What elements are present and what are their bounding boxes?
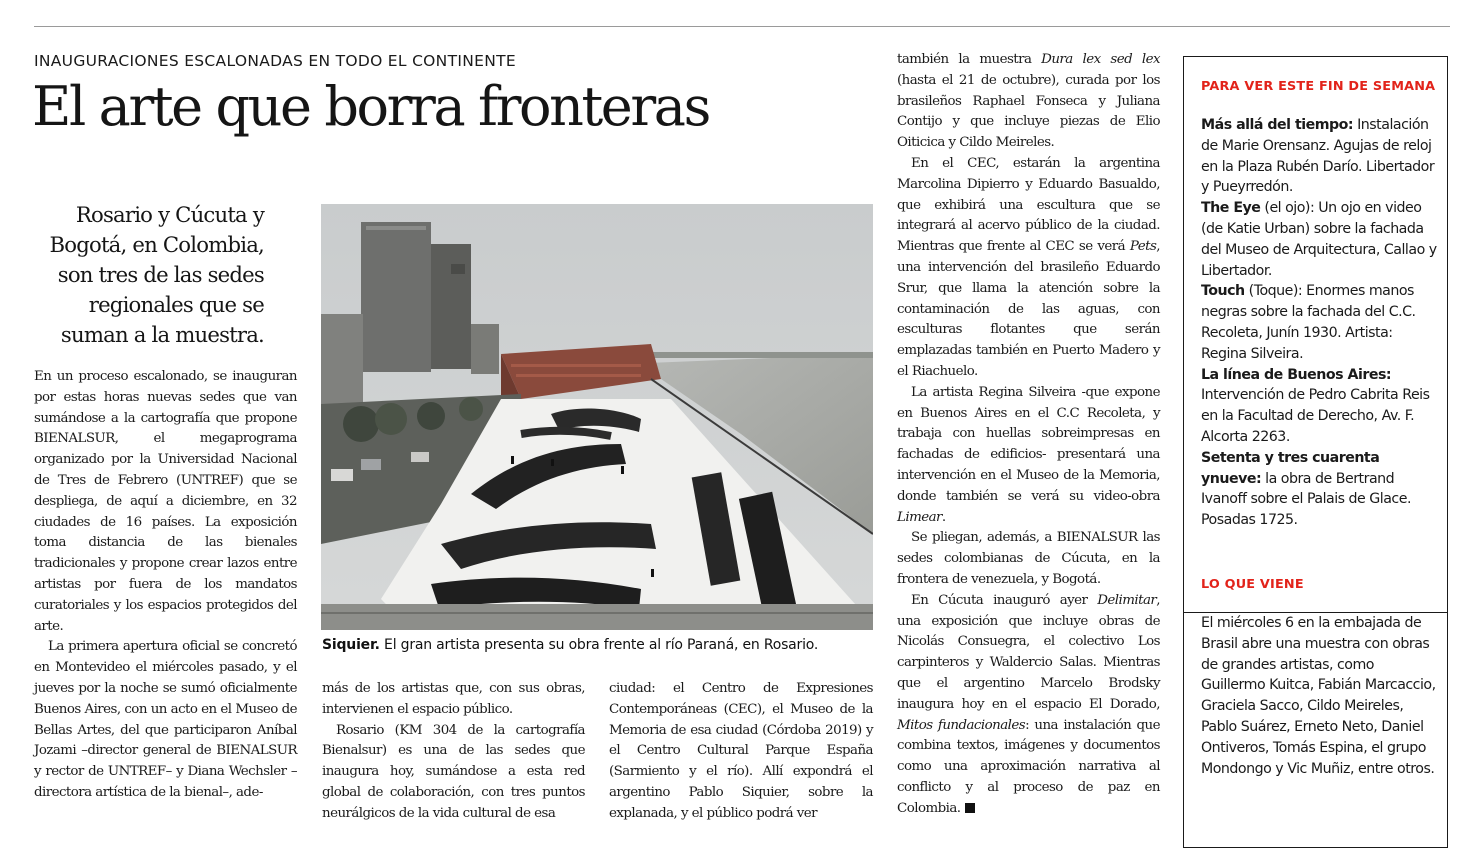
col4-paragraph-2: En el CEC, estarán la argentina Marcolina Dipierro y Eduardo Basualdo, que exhibirá una escultura que se integrará al acervo público de la ciudad. Mientras que frente al CEC se verá Pets, una intervención del brasileño Eduardo Srur, que llama la atención sobre la contaminación de las aguas, con esculturas flotantes que serán emplazadas también en Puerto Madero y el Riachuelo. xyxy=(897,155,1160,379)
sidebar-item: Setenta y tres cuarenta ynueve: la obra de Bertrand Ivanoff sobre el Palais de Glace. Posadas 1725. xyxy=(1201,449,1411,529)
col2-paragraph-2: Rosario (KM 304 de la cartografía Bienalsur) es una de las sedes que inaugura hoy, sumándose a esta red global de colaboración, con tres puntos neurálgicos de la vida cultural de esa xyxy=(322,722,585,821)
sidebar-heading-upcoming: LO QUE VIENE xyxy=(1201,577,1304,592)
sidebar-item: Más allá del tiempo: Instalación de Marie Orensanz. Agujas de reloj en la Plaza Rubén Darío. Libertador y Pueyrredón. xyxy=(1201,117,1435,196)
col1-paragraph-2: La primera apertura oficial se concretó en Montevideo el miércoles pasado, y el jueves por la noche se sumó oficialmente Buenos Aires, con un acto en el Museo de Bellas Artes, del que participaron Aníbal Jozami –director general de BIENALSUR y rector de UNTREF– y Diana Wechsler –directora artística de la bienal–, ade- xyxy=(34,639,297,800)
col4-paragraph-1: también la muestra Dura lex sed lex (hasta el 21 de octubre), curada por los brasileños Raphael Fonseca y Juliana Contijo y que incluye piezas de Elio Oiticica y Cildo Meireles. xyxy=(897,52,1160,151)
sidebar-weekend-list xyxy=(1201,115,1441,531)
article-column-2 xyxy=(322,679,585,825)
article-column-4 xyxy=(897,50,1160,819)
col2-paragraph-1: más de los artistas que, con sus obras, intervienen el espacio público. xyxy=(322,681,585,717)
col4-paragraph-3: La artista Regina Silveira -que expone en Buenos Aires en el C.C Recoleta, y trabaja con huellas sobreimpresas en fachadas de edificios- presentará una intervención en el Museo de la Memoria, donde también se verá su video-obra Limear. xyxy=(897,384,1160,525)
article-column-3 xyxy=(609,679,873,825)
top-rule xyxy=(34,26,1450,27)
sidebar-item: Touch (Toque): Enormes manos negras sobre la fachada del C.C. Recoleta, Junín 1930. Artista: Regina Silveira. xyxy=(1201,283,1416,362)
col4-paragraph-4: Se pliegan, además, a BIENALSUR las sedes colombianas de Cúcuta, en la frontera de venezuela, y Bogotá. xyxy=(897,530,1160,587)
sidebar-heading-weekend: PARA VER ESTE FIN DE SEMANA xyxy=(1201,79,1436,94)
sidebar-box xyxy=(1183,56,1448,848)
kicker: INAUGURACIONES ESCALONADAS EN TODO EL CONTINENTE xyxy=(34,52,516,70)
deck: Rosario y Cúcuta y Bogotá, en Colombia, son tres de las sedes regionales que se suman a la muestra. xyxy=(49,202,264,347)
end-of-article-mark xyxy=(965,803,975,813)
caption-text: El gran artista presenta su obra frente al río Paraná, en Rosario. xyxy=(379,637,819,653)
photo-illustration xyxy=(321,204,873,630)
caption-credit: Siquier. xyxy=(322,637,380,653)
headline: El arte que borra fronteras xyxy=(32,75,709,138)
sidebar-item: La línea de Buenos Aires: Intervención de Pedro Cabrita Reis en la Facultad de Derecho, Av. F. Alcorta 2263. xyxy=(1201,366,1430,445)
article-column-1 xyxy=(34,367,297,804)
sidebar-upcoming-text: El miércoles 6 en la embajada de Brasil abre una muestra con obras de grandes artistas, como Guillermo Kuitca, Fabián Marcaccio, Graciela Sacco, Cildo Meireles, Pablo Suárez, Erneto Neto, Daniel Ontiveros, Tomás Espina, el grupo Mondongo y Vic Muñiz, entre otros. xyxy=(1201,615,1436,777)
article-photo xyxy=(321,204,873,630)
photo-caption xyxy=(322,637,818,653)
col1-paragraph-1: En un proceso escalonado, se inauguran por estas horas nuevas sedes que van sumándose a la cartografía que propone BIENALSUR, el megaprograma organizado por la Universidad Nacional de Tres de Febrero (UNTREF) que se despliega, de aquí a diciembre, en 32 ciudades de 16 países. La exposición toma distancia de las bienales tradicionales y propone crear lazos entre artistas por fuera de los mandatos curatoriales y los espacios protegidos del arte. xyxy=(34,369,297,634)
sidebar-item: The Eye (el ojo): Un ojo en video (de Katie Urban) sobre la fachada del Museo de Arquitectura, Callao y Libertador. xyxy=(1201,200,1437,279)
col3-paragraph-1: ciudad: el Centro de Expresiones Contemporáneas (CEC), el Museo de la Memoria de esa ciudad (Córdoba 2019) y el Centro Cultural Parque España (Sarmiento y el río). Allí expondrá el argentino Pablo Siquier, sobre la explanada, y el público podrá ver xyxy=(609,681,873,821)
col4-paragraph-5: En Cúcuta inauguró ayer Delimitar, una exposición que incluye obras de Nicolás Consuegra, el colectivo Los carpinteros y Waldercio Salas. Mientras que el argentino Marcelo Brodsky inaugura hoy en el espacio El Dorado, Mitos fundacionales: una instalación que combina textos, imágenes y documentos como una aproximación narrativa al conflicto y al proceso de paz en Colombia. xyxy=(897,592,1160,816)
